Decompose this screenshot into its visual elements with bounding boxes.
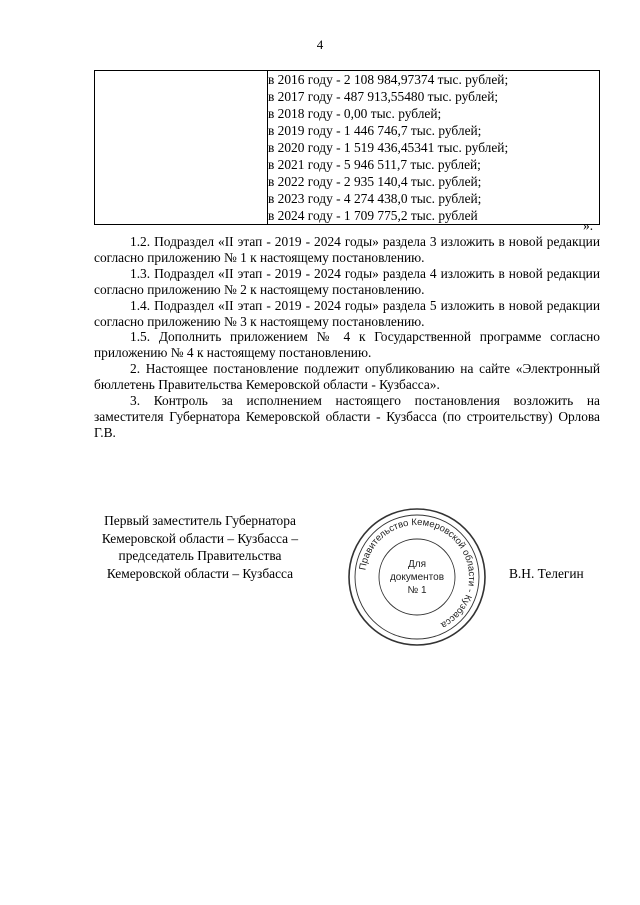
paragraph-1-5: 1.5. Дополнить приложением № 4 к Государственной программе согласно приложению № 4 к настоящему постановлению. bbox=[94, 329, 600, 361]
funding-year-2019: в 2019 году - 1 446 746,7 тыс. рублей; bbox=[268, 123, 482, 138]
funding-year-2016: в 2016 году - 2 108 984,97374 тыс. рублей; bbox=[268, 72, 509, 87]
signer-title-line: Кемеровской области – Кузбасса bbox=[106, 565, 294, 581]
funding-year-2018: в 2018 году - 0,00 тыс. рублей; bbox=[268, 106, 442, 121]
stamp-center-line: Для bbox=[407, 559, 427, 570]
funding-year-2023: в 2023 году - 4 274 438,0 тыс. рублей; bbox=[268, 191, 482, 206]
page-number: 4 bbox=[316, 37, 324, 52]
official-stamp bbox=[335, 505, 500, 650]
closing-quote: ». bbox=[583, 218, 594, 233]
signer-title-line: Кемеровской области – Кузбасса – bbox=[101, 530, 299, 546]
paragraph-1-3: 1.3. Подраздел «II этап - 2019 - 2024 годы» раздела 4 изложить в новой редакции согласно приложению № 2 к настоящему постановлению. bbox=[94, 265, 600, 297]
funding-table bbox=[94, 70, 600, 225]
paragraph-3: 3. Контроль за исполнением настоящего постановления возложить на заместителя Губернатора Кемеровской области - Кузбасса (по строительству) Орлова Г.В. bbox=[94, 393, 600, 440]
stamp-center-line: документов bbox=[389, 572, 445, 583]
body-text bbox=[94, 234, 600, 441]
funding-year-2017: в 2017 году - 487 913,55480 тыс. рублей; bbox=[268, 89, 499, 104]
signer-title bbox=[80, 512, 320, 582]
paragraph-2: 2. Настоящее постановление подлежит опубликованию на сайте «Электронный бюллетень Правительства Кемеровской области - Кузбасса». bbox=[94, 361, 600, 393]
table-empty-cell bbox=[95, 71, 268, 225]
funding-year-2024: в 2024 году - 1 709 775,2 тыс. рублей bbox=[268, 208, 478, 223]
paragraph-1-2: 1.2. Подраздел «II этап - 2019 - 2024 годы» раздела 3 изложить в новой редакции согласно приложению № 1 к настоящему постановлению. bbox=[94, 234, 600, 265]
signer-title-line: Первый заместитель Губернатора bbox=[104, 513, 296, 528]
funding-year-2022: в 2022 году - 2 935 140,4 тыс. рублей; bbox=[268, 174, 482, 189]
signature-name: В.Н. Телегин bbox=[509, 566, 584, 581]
funding-year-2020: в 2020 году - 1 519 436,45341 тыс. рублей; bbox=[268, 140, 509, 155]
table-row bbox=[95, 71, 600, 225]
funding-years-cell bbox=[268, 71, 600, 225]
signer-title-line: председатель Правительства bbox=[118, 548, 282, 563]
stamp-center-line: № 1 bbox=[407, 585, 427, 596]
funding-year-2021: в 2021 году - 5 946 511,7 тыс. рублей; bbox=[268, 157, 481, 172]
paragraph-1-4: 1.4. Подраздел «II этап - 2019 - 2024 годы» раздела 5 изложить в новой редакции согласно приложению № 3 к настоящему постановлению. bbox=[94, 297, 600, 329]
stamp-ring-textpath: Правительство Кемеровской области - Кузбасса bbox=[357, 516, 478, 631]
